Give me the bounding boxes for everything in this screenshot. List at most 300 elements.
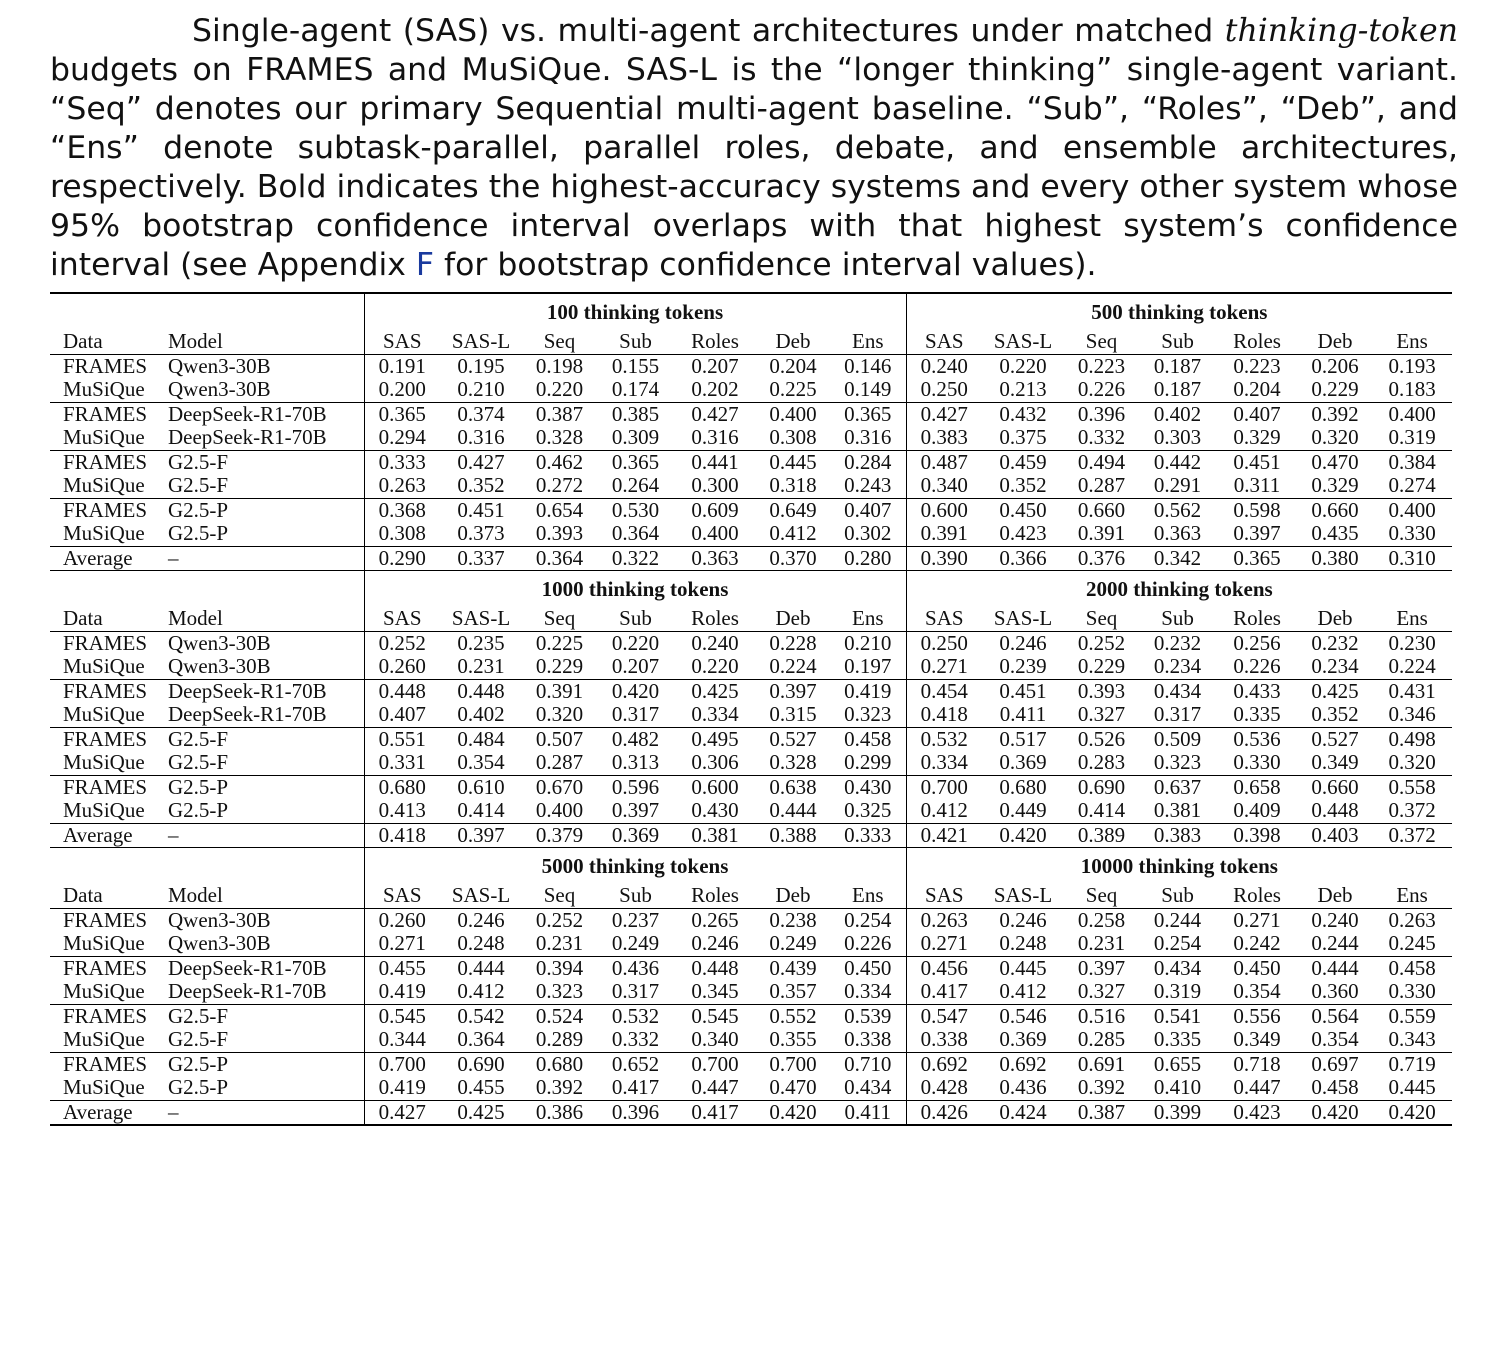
score-cell: 0.330 [1388, 521, 1436, 545]
score-cell: 0.320 [1388, 750, 1436, 774]
score-cell: 0.690 [1064, 775, 1139, 799]
table-row [50, 655, 1452, 679]
score-cell: 0.202 [691, 377, 739, 401]
score-cell: 0.411 [999, 702, 1047, 726]
score-cell: 0.316 [457, 425, 505, 449]
dataset-cell: MuSiQue [63, 979, 145, 1003]
score-cell: 0.352 [1311, 702, 1359, 726]
score-cell: 0.260 [364, 655, 440, 679]
score-cell: 0.225 [769, 377, 817, 401]
dataset-cell: FRAMES [50, 727, 168, 751]
score-cell: 0.392 [1298, 402, 1372, 426]
average-score-cell: 0.364 [522, 546, 597, 571]
right-group-title: 500 thinking tokens [906, 293, 1452, 330]
score-cell: 0.458 [830, 727, 906, 751]
average-model: – [168, 823, 364, 848]
score-cell: 0.375 [999, 425, 1047, 449]
table-row [50, 402, 1452, 426]
score-cell: 0.397 [1064, 956, 1139, 980]
average-score-cell: 0.363 [674, 546, 756, 571]
column-header-roles: Roles [1216, 330, 1298, 354]
score-cell: 0.556 [1216, 1004, 1298, 1028]
column-header-roles: Roles [1216, 607, 1298, 631]
table-row [50, 775, 1452, 799]
table-row [50, 727, 1452, 751]
score-cell: 0.434 [844, 1075, 892, 1099]
table-row [50, 1028, 1452, 1052]
score-cell: 0.238 [769, 907, 817, 932]
score-cell: 0.450 [830, 956, 906, 980]
score-cell: 0.407 [1216, 402, 1298, 426]
score-cell: 0.254 [844, 907, 892, 932]
score-cell: 0.449 [999, 798, 1047, 822]
average-score-cell: 0.423 [1216, 1100, 1298, 1125]
score-cell: 0.658 [1216, 775, 1298, 799]
score-cell: 0.263 [1388, 907, 1436, 932]
score-cell: 0.435 [1311, 521, 1359, 545]
score-cell: 0.246 [457, 907, 505, 932]
score-cell: 0.609 [674, 498, 756, 522]
score-cell: 0.532 [597, 1004, 674, 1028]
average-score-cell: 0.421 [906, 823, 982, 848]
appendix-link[interactable]: F [415, 247, 434, 283]
table-row [50, 426, 1452, 450]
score-cell: 0.308 [769, 425, 817, 449]
score-cell: 0.425 [1298, 679, 1372, 703]
average-score-cell: 0.290 [364, 546, 440, 571]
score-cell: 0.397 [1233, 521, 1281, 545]
score-cell: 0.598 [1216, 498, 1298, 522]
model-cell: Qwen3-30B [168, 377, 271, 401]
column-header-ens: Ens [1372, 884, 1452, 908]
score-cell: 0.660 [1064, 498, 1139, 522]
score-cell: 0.414 [457, 798, 505, 822]
score-cell: 0.428 [906, 1076, 982, 1100]
score-cell: 0.363 [1153, 521, 1202, 545]
score-cell: 0.327 [1077, 979, 1126, 1003]
score-cell: 0.427 [440, 450, 522, 474]
score-cell: 0.334 [844, 979, 892, 1003]
model-cell: G2.5-P [168, 798, 229, 822]
score-cell: 0.445 [756, 450, 830, 474]
score-cell: 0.328 [769, 750, 817, 774]
score-cell: 0.448 [674, 956, 756, 980]
score-cell: 0.381 [1153, 798, 1202, 822]
score-cell: 0.245 [1388, 931, 1436, 955]
score-cell: 0.364 [611, 521, 660, 545]
model-cell: G2.5-P [168, 1075, 229, 1099]
score-cell: 0.445 [982, 956, 1064, 980]
score-cell: 0.536 [1216, 727, 1298, 751]
score-cell: 0.470 [1298, 450, 1372, 474]
score-cell: 0.249 [611, 931, 660, 955]
score-cell: 0.204 [1233, 377, 1281, 401]
table-row [50, 932, 1452, 956]
average-score-cell: 0.381 [674, 823, 756, 848]
score-cell: 0.252 [1077, 630, 1126, 655]
score-cell: 0.391 [906, 522, 982, 546]
column-header-sas: SAS [906, 330, 982, 354]
score-cell: 0.246 [999, 630, 1047, 655]
score-cell: 0.287 [535, 750, 584, 774]
score-cell: 0.524 [522, 1004, 597, 1028]
model-cell: G2.5-P [168, 498, 364, 522]
score-cell: 0.559 [1372, 1004, 1452, 1028]
score-cell: 0.226 [1233, 654, 1281, 678]
score-cell: 0.551 [364, 727, 440, 751]
score-cell: 0.412 [769, 521, 817, 545]
score-cell: 0.610 [440, 775, 522, 799]
score-cell: 0.187 [1153, 377, 1202, 401]
score-cell: 0.323 [844, 702, 892, 726]
average-model: – [168, 1100, 364, 1125]
score-cell: 0.562 [1139, 498, 1216, 522]
score-cell: 0.349 [1233, 1027, 1281, 1051]
column-header-sas: SAS [364, 330, 440, 354]
score-cell: 0.349 [1311, 750, 1359, 774]
score-cell: 0.413 [364, 799, 440, 823]
score-cell: 0.355 [769, 1027, 817, 1051]
score-cell: 0.410 [1153, 1075, 1202, 1099]
column-header-sub: Sub [597, 884, 674, 908]
average-score-cell: 0.420 [1372, 1100, 1452, 1125]
score-cell: 0.384 [1372, 450, 1452, 474]
column-header-ens: Ens [830, 330, 906, 354]
score-cell: 0.400 [691, 521, 739, 545]
score-cell: 0.430 [830, 775, 906, 799]
score-cell: 0.274 [1388, 473, 1436, 497]
caption-text-3: for bootstrap confidence interval values). [434, 247, 1097, 283]
score-cell: 0.541 [1139, 1004, 1216, 1028]
model-cell: G2.5-F [168, 1027, 229, 1051]
column-header-sas-l: SAS-L [440, 607, 522, 631]
average-score-cell: 0.417 [674, 1100, 756, 1125]
score-cell: 0.240 [906, 354, 982, 378]
score-cell: 0.311 [1233, 473, 1281, 497]
score-cell: 0.232 [1153, 630, 1202, 655]
score-cell: 0.391 [522, 679, 597, 703]
average-score-cell: 0.411 [830, 1100, 906, 1125]
score-cell: 0.509 [1139, 727, 1216, 751]
score-cell: 0.418 [906, 703, 982, 727]
score-cell: 0.448 [1311, 798, 1359, 822]
score-cell: 0.340 [691, 1027, 739, 1051]
score-cell: 0.402 [1139, 402, 1216, 426]
score-cell: 0.237 [611, 907, 660, 932]
model-cell: Qwen3-30B [168, 353, 271, 378]
average-score-cell: 0.418 [364, 823, 440, 848]
score-cell: 0.333 [364, 450, 440, 474]
column-header-sas: SAS [906, 884, 982, 908]
score-cell: 0.392 [1077, 1075, 1126, 1099]
score-cell: 0.482 [597, 727, 674, 751]
score-cell: 0.652 [597, 1052, 674, 1076]
score-cell: 0.451 [1216, 450, 1298, 474]
score-cell: 0.487 [906, 450, 982, 474]
score-cell: 0.225 [535, 630, 584, 655]
column-header-sas: SAS [364, 884, 440, 908]
score-cell: 0.284 [830, 450, 906, 474]
score-cell: 0.455 [457, 1075, 505, 1099]
score-cell: 0.272 [535, 473, 584, 497]
score-cell: 0.439 [756, 956, 830, 980]
score-cell: 0.328 [535, 425, 584, 449]
score-cell: 0.417 [611, 1075, 660, 1099]
score-cell: 0.527 [1298, 727, 1372, 751]
column-header-seq: Seq [522, 884, 597, 908]
score-cell: 0.385 [597, 402, 674, 426]
model-cell: Qwen3-30B [168, 907, 271, 932]
score-cell: 0.338 [844, 1027, 892, 1051]
score-cell: 0.456 [906, 956, 982, 980]
score-cell: 0.335 [1233, 702, 1281, 726]
score-cell: 0.448 [364, 679, 440, 703]
average-score-cell: 0.425 [440, 1100, 522, 1125]
spacer-cell [50, 848, 168, 885]
model-cell: Qwen3-30B [168, 931, 271, 955]
table-body [50, 293, 1452, 1125]
average-score-cell: 0.370 [756, 546, 830, 571]
score-cell: 0.447 [691, 1075, 739, 1099]
score-cell: 0.458 [1372, 956, 1452, 980]
score-cell: 0.316 [844, 425, 892, 449]
score-cell: 0.330 [1233, 750, 1281, 774]
score-cell: 0.231 [535, 931, 584, 955]
model-cell: G2.5-P [168, 775, 364, 799]
score-cell: 0.230 [1388, 630, 1436, 655]
score-cell: 0.330 [1388, 979, 1436, 1003]
score-cell: 0.552 [756, 1004, 830, 1028]
score-cell: 0.300 [691, 473, 739, 497]
average-score-cell: 0.342 [1139, 546, 1216, 571]
group-title-row [50, 293, 1452, 330]
score-cell: 0.396 [1064, 402, 1139, 426]
score-cell: 0.397 [756, 679, 830, 703]
score-cell: 0.412 [457, 979, 505, 1003]
score-cell: 0.231 [1077, 931, 1126, 955]
score-cell: 0.451 [982, 679, 1064, 703]
column-header-sas-l: SAS-L [982, 330, 1064, 354]
score-cell: 0.325 [844, 798, 892, 822]
score-cell: 0.451 [440, 498, 522, 522]
column-header-sas: SAS [906, 607, 982, 631]
score-cell: 0.638 [756, 775, 830, 799]
header-model: Model [168, 884, 364, 908]
score-cell: 0.680 [982, 775, 1064, 799]
score-cell: 0.223 [1077, 353, 1126, 378]
score-cell: 0.260 [364, 908, 440, 932]
score-cell: 0.434 [1139, 679, 1216, 703]
score-cell: 0.369 [999, 750, 1047, 774]
column-header-ens: Ens [1372, 607, 1452, 631]
column-header-sas-l: SAS-L [440, 330, 522, 354]
right-group-title: 2000 thinking tokens [906, 571, 1452, 608]
score-cell: 0.383 [906, 426, 982, 450]
score-cell: 0.252 [535, 907, 584, 932]
dataset-cell: FRAMES [63, 907, 148, 932]
score-cell: 0.213 [999, 377, 1047, 401]
score-cell: 0.450 [982, 498, 1064, 522]
score-cell: 0.327 [1077, 702, 1126, 726]
score-cell: 0.498 [1372, 727, 1452, 751]
column-header-sas-l: SAS-L [440, 884, 522, 908]
score-cell: 0.419 [830, 679, 906, 703]
score-cell: 0.393 [1064, 679, 1139, 703]
score-cell: 0.193 [1388, 353, 1436, 378]
score-cell: 0.319 [1153, 979, 1202, 1003]
column-header-deb: Deb [756, 330, 830, 354]
model-cell: G2.5-F [168, 450, 364, 474]
score-cell: 0.254 [1153, 931, 1202, 955]
table-row [50, 980, 1452, 1004]
score-cell: 0.229 [535, 654, 584, 678]
score-cell: 0.444 [440, 956, 522, 980]
score-cell: 0.271 [364, 932, 440, 956]
average-score-cell: 0.383 [1139, 823, 1216, 848]
score-cell: 0.407 [830, 498, 906, 522]
score-cell: 0.249 [769, 931, 817, 955]
score-cell: 0.423 [999, 521, 1047, 545]
score-cell: 0.250 [906, 378, 982, 402]
column-header-row [50, 884, 1452, 908]
score-cell: 0.206 [1311, 353, 1359, 378]
score-cell: 0.387 [522, 402, 597, 426]
score-cell: 0.700 [906, 775, 982, 799]
score-cell: 0.374 [440, 402, 522, 426]
average-score-cell: 0.388 [756, 823, 830, 848]
score-cell: 0.329 [1311, 473, 1359, 497]
score-cell: 0.308 [364, 522, 440, 546]
dataset-cell: FRAMES [50, 1052, 168, 1076]
score-cell: 0.364 [457, 1027, 505, 1051]
dataset-cell: MuSiQue [63, 425, 145, 449]
model-cell: DeepSeek-R1-70B [168, 679, 364, 703]
average-score-cell: 0.427 [364, 1100, 440, 1125]
table-row [50, 450, 1452, 474]
score-cell: 0.484 [440, 727, 522, 751]
column-header-roles: Roles [674, 884, 756, 908]
score-cell: 0.431 [1372, 679, 1452, 703]
model-cell: G2.5-P [168, 1052, 364, 1076]
score-cell: 0.258 [1077, 907, 1126, 932]
score-cell: 0.516 [1064, 1004, 1139, 1028]
score-cell: 0.448 [440, 679, 522, 703]
average-score-cell: 0.397 [440, 823, 522, 848]
table-row [50, 679, 1452, 703]
dataset-cell: MuSiQue [63, 702, 145, 726]
score-cell: 0.539 [830, 1004, 906, 1028]
dataset-cell: MuSiQue [63, 931, 145, 955]
score-cell: 0.600 [906, 498, 982, 522]
score-cell: 0.392 [535, 1075, 584, 1099]
column-header-roles: Roles [1216, 884, 1298, 908]
average-label: Average [50, 546, 168, 571]
score-cell: 0.226 [1077, 377, 1126, 401]
average-score-cell: 0.372 [1372, 823, 1452, 848]
score-cell: 0.400 [535, 798, 584, 822]
caption-emphasis: thinking-token [1224, 13, 1458, 49]
score-cell: 0.495 [674, 727, 756, 751]
score-cell: 0.204 [769, 353, 817, 378]
average-score-cell: 0.390 [906, 546, 982, 571]
score-cell: 0.244 [1311, 931, 1359, 955]
average-score-cell: 0.387 [1064, 1100, 1139, 1125]
score-cell: 0.263 [906, 908, 982, 932]
table-row [50, 1076, 1452, 1100]
dataset-cell: MuSiQue [63, 654, 145, 678]
caption-text-2: budgets on FRAMES and MuSiQue. SAS-L is the “longer thinking” single-agent variant. “Seq” denotes our primary Sequential multi-agent baseline. “Sub”, “Roles”, “Deb”, and “Ens” denote subtask-parallel, parallel roles, debate, and ensemble architectures, respectively. Bold indicates the highest-accuracy systems and every other system whose 95% bootstrap confidence interval overlaps with that highest system’s confidence interval (see Appendix [50, 52, 1458, 283]
score-cell: 0.335 [1153, 1027, 1202, 1051]
score-cell: 0.654 [522, 498, 597, 522]
score-cell: 0.365 [364, 402, 440, 426]
column-header-ens: Ens [1372, 330, 1452, 354]
score-cell: 0.455 [364, 956, 440, 980]
score-cell: 0.441 [674, 450, 756, 474]
average-score-cell: 0.333 [830, 823, 906, 848]
score-cell: 0.507 [522, 727, 597, 751]
column-header-seq: Seq [1064, 330, 1139, 354]
group-title-row [50, 571, 1452, 608]
table-row [50, 1052, 1452, 1076]
table-row [50, 956, 1452, 980]
group-title-row [50, 848, 1452, 885]
score-cell: 0.319 [1388, 425, 1436, 449]
average-score-cell: 0.426 [906, 1100, 982, 1125]
score-cell: 0.458 [1311, 1075, 1359, 1099]
score-cell: 0.224 [1388, 654, 1436, 678]
score-cell: 0.207 [611, 654, 660, 678]
score-cell: 0.352 [457, 473, 505, 497]
score-cell: 0.354 [1233, 979, 1281, 1003]
score-cell: 0.317 [611, 979, 660, 1003]
score-cell: 0.462 [522, 450, 597, 474]
score-cell: 0.332 [1077, 425, 1126, 449]
dataset-cell: FRAMES [50, 498, 168, 522]
score-cell: 0.331 [364, 751, 440, 775]
score-cell: 0.303 [1153, 425, 1202, 449]
score-cell: 0.526 [1064, 727, 1139, 751]
score-cell: 0.357 [769, 979, 817, 1003]
score-cell: 0.692 [982, 1052, 1064, 1076]
score-cell: 0.183 [1388, 377, 1436, 401]
score-cell: 0.444 [769, 798, 817, 822]
score-cell: 0.232 [1311, 630, 1359, 655]
score-cell: 0.444 [1298, 956, 1372, 980]
score-cell: 0.365 [830, 402, 906, 426]
average-row [50, 823, 1452, 848]
score-cell: 0.360 [1311, 979, 1359, 1003]
score-cell: 0.600 [674, 775, 756, 799]
score-cell: 0.596 [597, 775, 674, 799]
score-cell: 0.229 [1311, 377, 1359, 401]
average-row [50, 546, 1452, 571]
score-cell: 0.235 [457, 630, 505, 655]
model-cell: DeepSeek-R1-70B [168, 702, 327, 726]
score-cell: 0.244 [1153, 907, 1202, 932]
score-cell: 0.195 [457, 353, 505, 378]
table-row [50, 498, 1452, 522]
table-row [50, 751, 1452, 775]
score-cell: 0.343 [1388, 1027, 1436, 1051]
score-cell: 0.445 [1388, 1075, 1436, 1099]
model-cell: Qwen3-30B [168, 654, 271, 678]
score-cell: 0.248 [457, 931, 505, 955]
score-cell: 0.564 [1298, 1004, 1372, 1028]
right-group-title: 10000 thinking tokens [906, 848, 1452, 885]
score-cell: 0.354 [1311, 1027, 1359, 1051]
score-cell: 0.369 [999, 1027, 1047, 1051]
table-row [50, 703, 1452, 727]
